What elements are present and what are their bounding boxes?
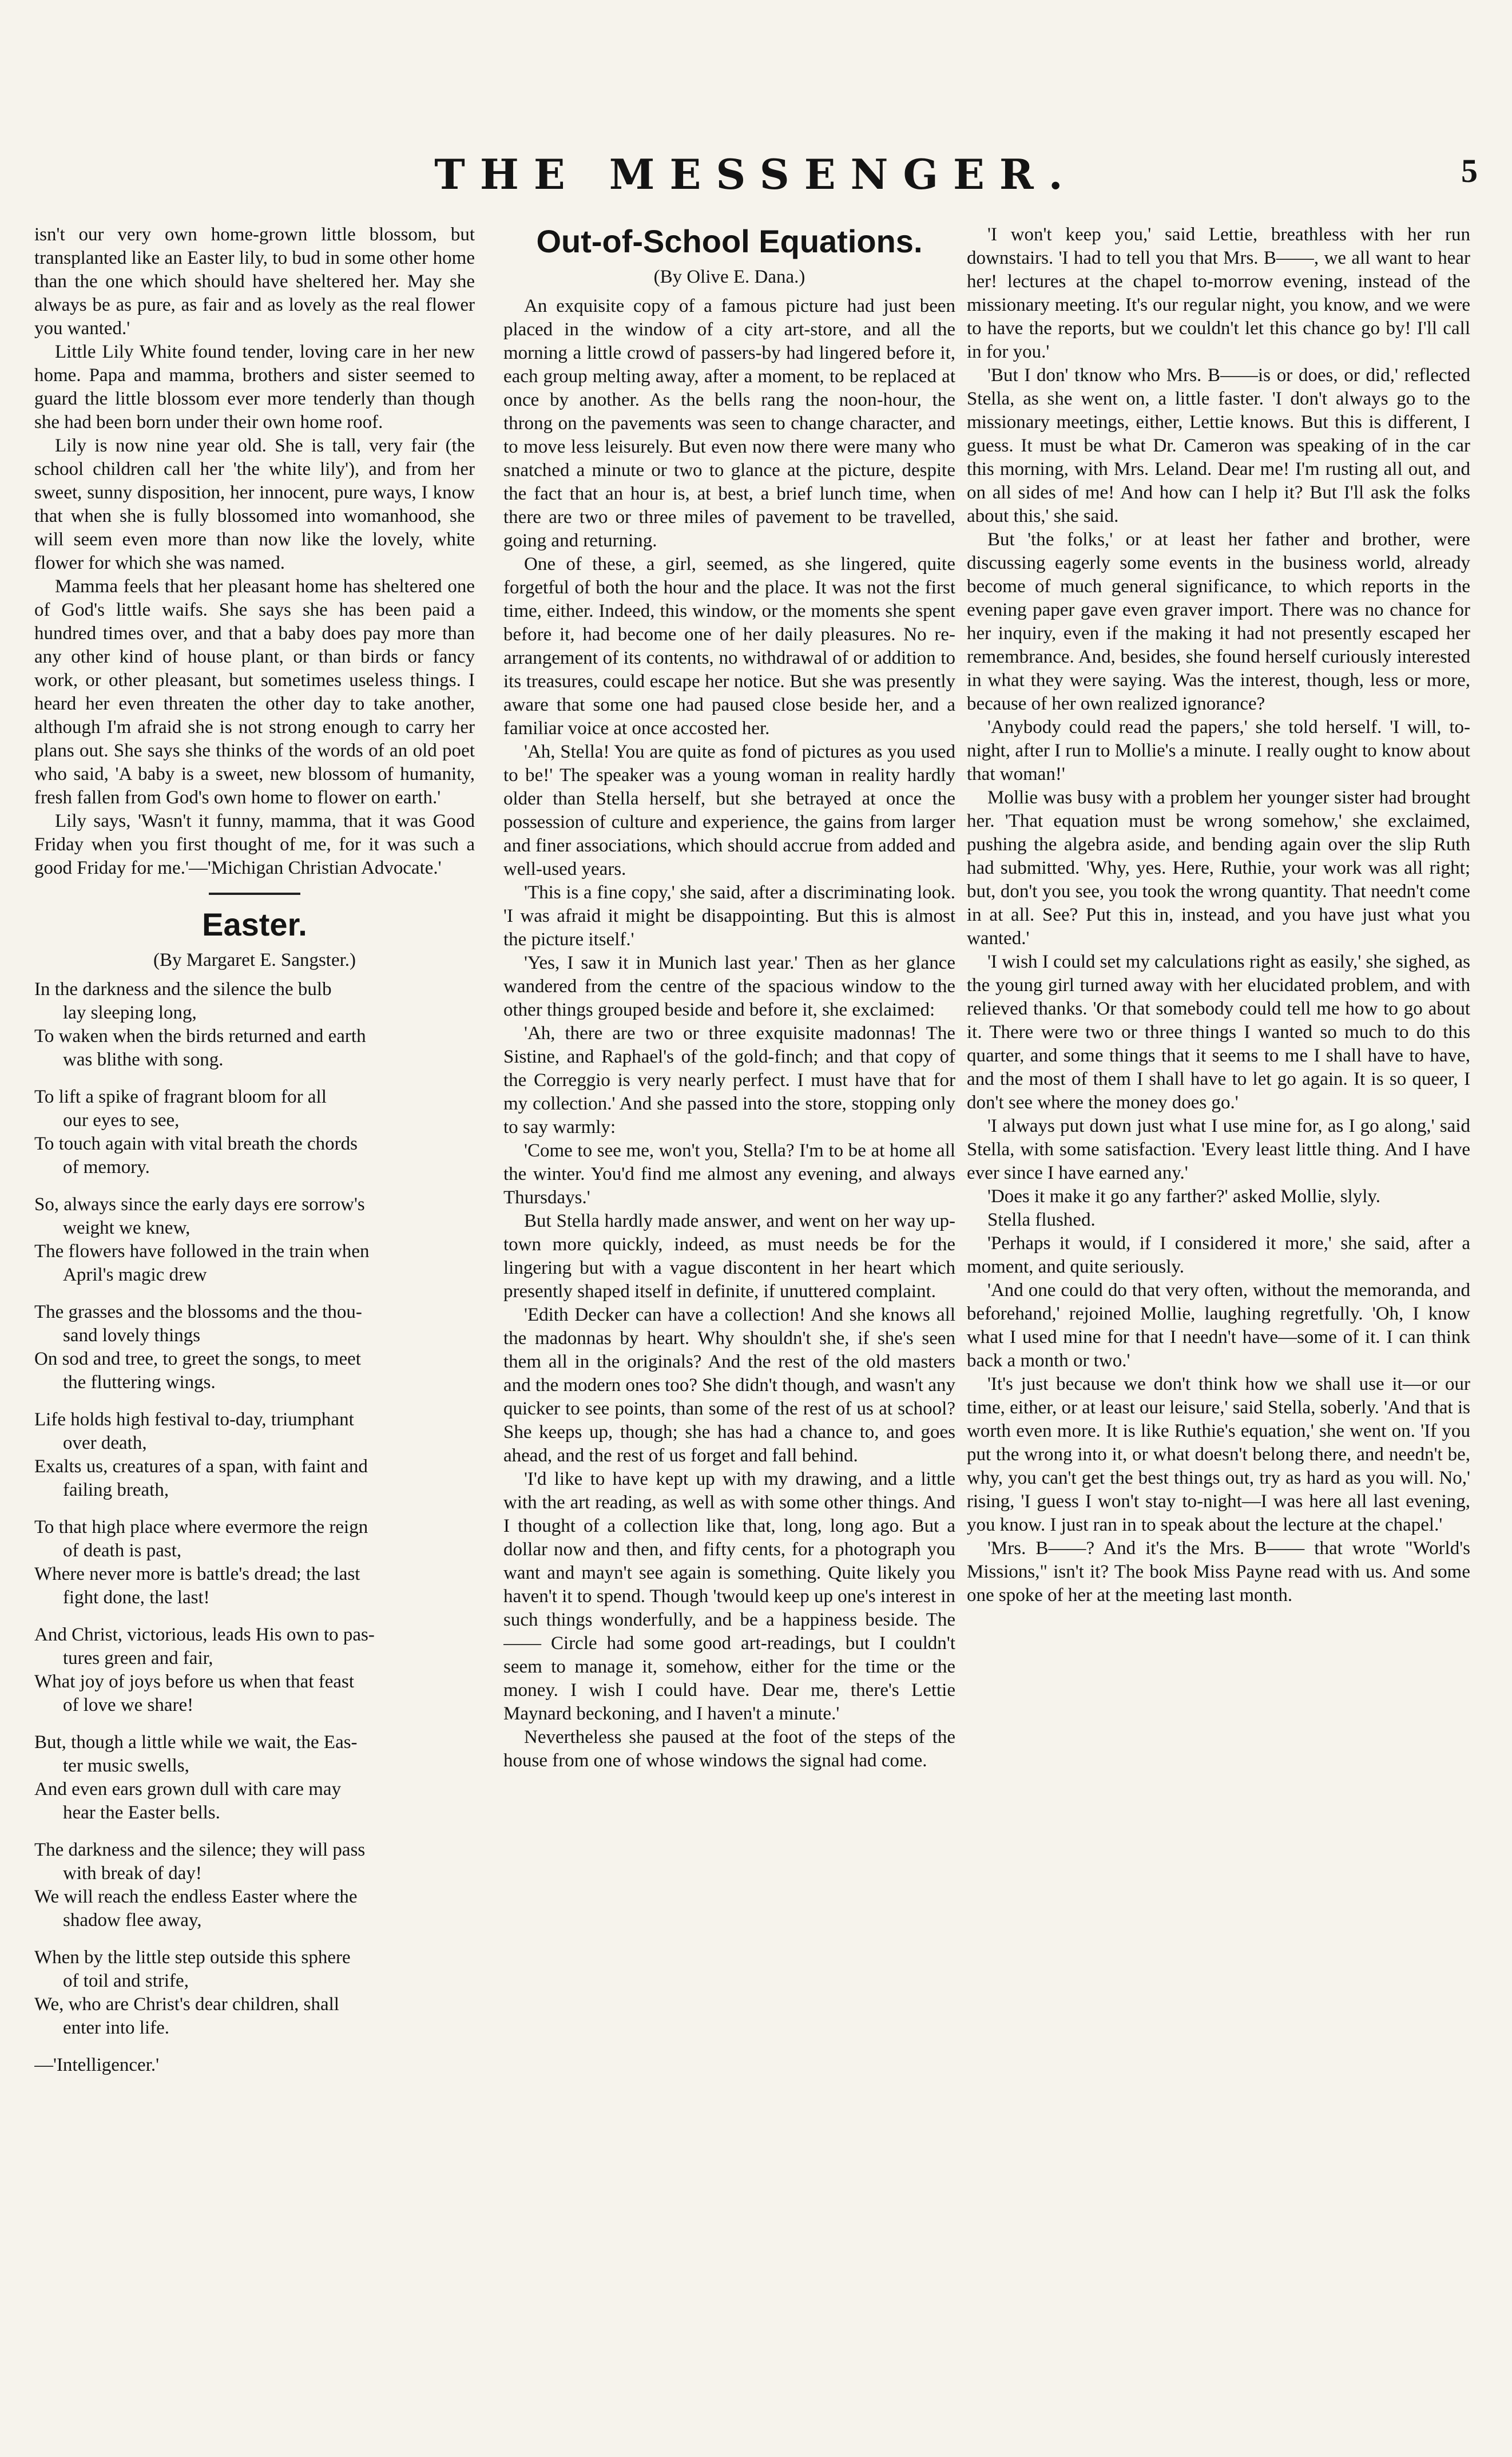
paragraph: Nevertheless she paused at the foot of the steps of the house from one of whose windows the signal had come. [503, 1727, 955, 1771]
column-2 [503, 223, 955, 2423]
verse-line: We, who are Christ's dear children, shall [34, 1994, 339, 2015]
verse-line: tures green and fair, [63, 1648, 213, 1669]
paragraph: 'Ah, Stella! You are quite as fond of pictures as you used to be!' The speaker was a young woman in reality hardly older than Stella herself, but she betrayed at once the possession of culture and experience, the gains from larger and finer associations, which should accrue from added and well-used years. [503, 742, 955, 879]
poem-source: —'Intelligencer.' [34, 2055, 160, 2075]
paragraph: 'This is a fine copy,' she said, after a discriminating look. 'I was afraid it might be disappointing. But this is almost the picture itself.' [503, 882, 955, 950]
paragraph: 'I wish I could set my calculations right as easily,' she sighed, as the young girl turned away with her elucidated problem, and with relieved thanks. 'Or that somebody could tell me how to go about it. There were two or three things I wanted so much to do this quarter, and some things that it seems to me I shall have to have, and the most of them I shall have to let go again. It is so queer, I don't see where the money does go.' [967, 952, 1470, 1113]
poem-title: Easter. [202, 906, 307, 942]
verse-line: sand lovely things [63, 1325, 201, 1346]
paragraph: But 'the folks,' or at least her father and brother, were discussing eagerly some events in the business world, already become of much general significance, to which reports in the evening paper gave even graver import. There was no chance for her inquiry, even if the making it had not presently escaped her remembrance. And, besides, she found herself curiously interested in what they were saying. Was the interest, though, less or more, because of her own realized ignorance? [967, 529, 1470, 714]
verse-line: enter into life. [63, 2018, 170, 2038]
verse-line: fight done, the last! [63, 1587, 210, 1608]
section-divider [209, 893, 300, 895]
paragraph: 'I'd like to have kept up with my drawing, and a little with the art reading, as well as with some other things. And I thought of a collection like that, long, long ago. But a dollar now and then, and fifty cents, for a photograph you want and mayn't see again is something. Quite likely you haven't it to spend. Though 'twould keep up one's interest in such things wonderfully, and be a happiness beside. The—— Circle had some good art-readings, but I couldn't seem to manage it, somehow, either for the time or the money. I wish I could have. Dear me, there's Lettie Maynard beckoning, and I haven't a minute.' [503, 1469, 955, 1724]
verse-line: To waken when the birds returned and earth [34, 1026, 366, 1047]
verse-line: Where never more is battle's dread; the last [34, 1564, 360, 1584]
verse-line: What joy of joys before us when that feast [34, 1671, 355, 1692]
verse-line: over death, [63, 1433, 147, 1453]
verse-line: But, though a little while we wait, the Eas- [34, 1732, 358, 1753]
verse-line: The darkness and the silence; they will pass [34, 1840, 366, 1860]
poem-stanza [34, 978, 475, 1072]
poem-stanza [34, 1085, 475, 1179]
poem-stanza [34, 1193, 475, 1287]
paragraph: isn't our very own home-grown little blossom, but transplanted like an Easter lily, to bud in some other home than the one which should have sheltered her. May she always be as pure, as fair and as lovely as the real flower you wanted.' [34, 224, 475, 339]
verse-line: On sod and tree, to greet the songs, to meet [34, 1349, 361, 1369]
paragraph: 'It's just because we don't think how we shall use it—or our time, either, or at least our leisure,' said Stella, soberly. 'And that is worth even more. It is like Ruthie's equation,' she went on. 'If you put the wrong into it, or what doesn't belong there, and needn't be, why, you can't get the best things out, try as hard as you will. No,' rising, 'I guess I won't stay to-night—I was here all last evening, you know. I just ran in to speak about the lecture at the chapel.' [967, 1374, 1470, 1535]
paragraph: Mamma feels that her pleasant home has sheltered one of God's little waifs. She says she has been paid a hundred times over, and that a baby does pay more than any other kind of house plant, or than birds or fancy work, or other pleasant, but sometimes useless things. I heard her even threaten the other day to take another, although I'm afraid she is not strong enough to carry her plans out. She says she thinks of the words of an old poet who said, 'A baby is a sweet, new blossom of humanity, fresh fallen from God's own home to flower on earth.' [34, 576, 475, 808]
poem-stanza [34, 1623, 475, 1717]
verse-line: failing breath, [63, 1480, 169, 1500]
verse-line: of memory. [63, 1157, 150, 1178]
verse-line: was blithe with song. [63, 1049, 224, 1070]
verse-line: When by the little step outside this sphere [34, 1947, 351, 1968]
paragraph: 'Mrs. B——? And it's the Mrs. B—— that wrote "World's Missions," isn't it? The book Miss Payne read with us. And some one spoke of her at the meeting last month. [967, 1538, 1470, 1606]
verse-line: lay sleeping long, [63, 1002, 197, 1023]
verse-line: In the darkness and the silence the bulb [34, 979, 332, 1000]
verse-line: The flowers have followed in the train when [34, 1241, 370, 1262]
poem-stanza [34, 1301, 475, 1394]
paragraph: Mollie was busy with a problem her younger sister had brought her. 'That equation must be wrong somehow,' she exclaimed, pushing the algebra aside, and bending again over the slip Ruth had submitted. 'Why, yes. Here, Ruthie, your work was all right; but, don't you see, you took the wrong quantity. That needn't come in at all. See? Put this in, instead, and you have just what you wanted.' [967, 787, 1470, 949]
verse-line: Life holds high festival to-day, triumphant [34, 1409, 354, 1430]
paragraph: 'But I don' tknow who Mrs. B——is or does, or did,' reflected Stella, as she went on, a little faster. 'I don't always go to the missionary meetings, either, Lettie knows. But this is different, I guess. It must be what Dr. Cameron was speaking of in the car this morning, with Mrs. Leland. Dear me! I'm rusting all out, and on all sides of me! And how can I help it? But I'll ask the folks about this,' she said. [967, 365, 1470, 526]
paragraph: An exquisite copy of a famous picture had just been placed in the window of a city art-store, and all the morning a little crowd of passers-by had lingered before it, each group melting away, after a moment, to be replaced at once by another. As the bells rang the noon-hour, the throng on the pavements was seen to change character, and to move less leisurely. But even now there were many who snatched a minute or two to glance at the picture, despite the fact that an hour is, at best, a brief lunch time, when there are two or three miles of pavement to be travelled, going and returning. [503, 296, 955, 551]
poem-stanza [34, 1408, 475, 1502]
poem-stanza [34, 1838, 475, 1932]
verse-line: To that high place where evermore the reign [34, 1517, 368, 1537]
paragraph: Little Lily White found tender, loving care in her new home. Papa and mamma, brothers and sister seemed to guard the little blossom ever more tenderly than though she had been born under their own home roof. [34, 342, 475, 433]
poem-stanza [34, 1516, 475, 1610]
verse-line: So, always since the early days ere sorrow's [34, 1194, 365, 1215]
verse-line: April's magic drew [63, 1265, 207, 1285]
paragraph: But Stella hardly made answer, and went on her way up-town more quickly, indeed, as must needs be for the lingering but with a vague discontent in her heart which presently shaped itself in definite, if unuttered complaint. [503, 1211, 955, 1302]
paragraph: Lily says, 'Wasn't it funny, mamma, that it was Good Friday when you first thought of me, for it was such a good Friday for me.'—'Michigan Christian Advocate.' [34, 811, 475, 878]
paragraph: Lily is now nine year old. She is tall, very fair (the school children call her 'the white lily'), and from her sweet, sunny disposition, her innocent, pure ways, I know that when she is fully blossomed into womanhood, she will seem even more than now like the lovely, white flower for which she was named. [34, 435, 475, 573]
paragraph: 'I always put down just what I use mine for, as I go along,' said Stella, with some satisfaction. 'Every least little thing. And I have ever since I have earned any.' [967, 1116, 1470, 1183]
verse-line: our eyes to see, [63, 1110, 180, 1131]
verse-line: hear the Easter bells. [63, 1802, 220, 1823]
masthead [0, 143, 1512, 206]
paragraph: 'Ah, there are two or three exquisite madonnas! The Sistine, and Raphael's of the gold-finch; and that copy of the Correggio is very nearly perfect. I must have that for my collection.' And she passed into the store, stopping only to say warmly: [503, 1023, 955, 1138]
paragraph: 'I won't keep you,' said Lettie, breathless with her run downstairs. 'I had to tell you that Mrs. B——, we all want to hear her! lectures at the chapel to-morrow evening, instead of the missionary meeting. It's our regular night, you know, and we were to have the reports, but we couldn't let this chance go by! I'll call in for you.' [967, 224, 1470, 362]
verse-line: ter music swells, [63, 1755, 189, 1776]
verse-line: And even ears grown dull with care may [34, 1779, 342, 1800]
verse-line: weight we knew, [63, 1218, 191, 1238]
paragraph: Stella flushed. [987, 1210, 1096, 1230]
paragraph: 'Anybody could read the papers,' she told herself. 'I will, to-night, after I run to Mollie's a minute. I really ought to know about that woman!' [967, 717, 1470, 784]
verse-line: shadow flee away, [63, 1910, 202, 1931]
poem-byline: (By Margaret E. Sangster.) [153, 950, 356, 970]
verse-line: The grasses and the blossoms and the thou- [34, 1302, 362, 1322]
paragraph: 'Edith Decker can have a collection! And she knows all the madonnas by heart. Why shouldn't she, if she's seen them all in the originals? And the rest of the old masters and the modern ones too? She didn't though, and wasn't any quicker to see points, than some of the rest of us at school? She keeps up, though; she has had a chance to, and goes ahead, and the rest of us forget and fall behind. [503, 1305, 955, 1466]
column-3 [967, 223, 1470, 2423]
paragraph: One of these, a girl, seemed, as she lingered, quite forgetful of both the hour and the place. It was not the first time, either. Indeed, this window, or the moments she spent before it, had become one of her daily pleasures. No re-arrangement of its contents, no withdrawal of or addition to its treasures, could escape her notice. But she was presently aware that some one had paused close beside her, and a familiar voice at once accosted her. [503, 554, 955, 739]
verse-line: with break of day! [63, 1863, 202, 1884]
paragraph: 'Perhaps it would, if I considered it more,' she said, after a moment, and quite seriously. [967, 1233, 1470, 1277]
verse-line: And Christ, victorious, leads His own to pas- [34, 1624, 375, 1645]
verse-line: We will reach the endless Easter where the [34, 1887, 358, 1907]
paragraph: 'And one could do that very often, without the memoranda, and beforehand,' rejoined Mollie, laughing regretfully. 'Oh, I know what I used mine for that I needn't have—some of it. I can think back a month or two.' [967, 1280, 1470, 1371]
verse-line: To touch again with vital breath the chords [34, 1134, 358, 1154]
article-title: Out-of-School Equations. [536, 223, 923, 259]
paragraph: 'Does it make it go any farther?' asked Mollie, slyly. [987, 1186, 1380, 1207]
verse-line: Exalts us, creatures of a span, with faint and [34, 1456, 368, 1477]
verse-line: of death is past, [63, 1540, 182, 1561]
poem-body [34, 978, 475, 2077]
paragraph: 'Yes, I saw it in Munich last year.' Then as her glance wandered from the centre of the spacious window to the other things grouped beside and before it, she exclaimed: [503, 953, 955, 1020]
verse-line: the fluttering wings. [63, 1372, 216, 1393]
article-byline: (By Olive E. Dana.) [653, 267, 805, 287]
column-1 [34, 223, 475, 2423]
page-number: 5 [1461, 152, 1478, 189]
poem-stanza [34, 1731, 475, 1825]
masthead-title: THE MESSENGER. [434, 150, 1078, 199]
poem-stanza [34, 1946, 475, 2040]
verse-line: of love we share! [63, 1695, 194, 1715]
paragraph: 'Come to see me, won't you, Stella? I'm to be at home all the winter. You'd find me almost any evening, and always Thursdays.' [503, 1140, 955, 1208]
verse-line: of toil and strife, [63, 1971, 189, 1991]
verse-line: To lift a spike of fragrant bloom for all [34, 1087, 327, 1107]
